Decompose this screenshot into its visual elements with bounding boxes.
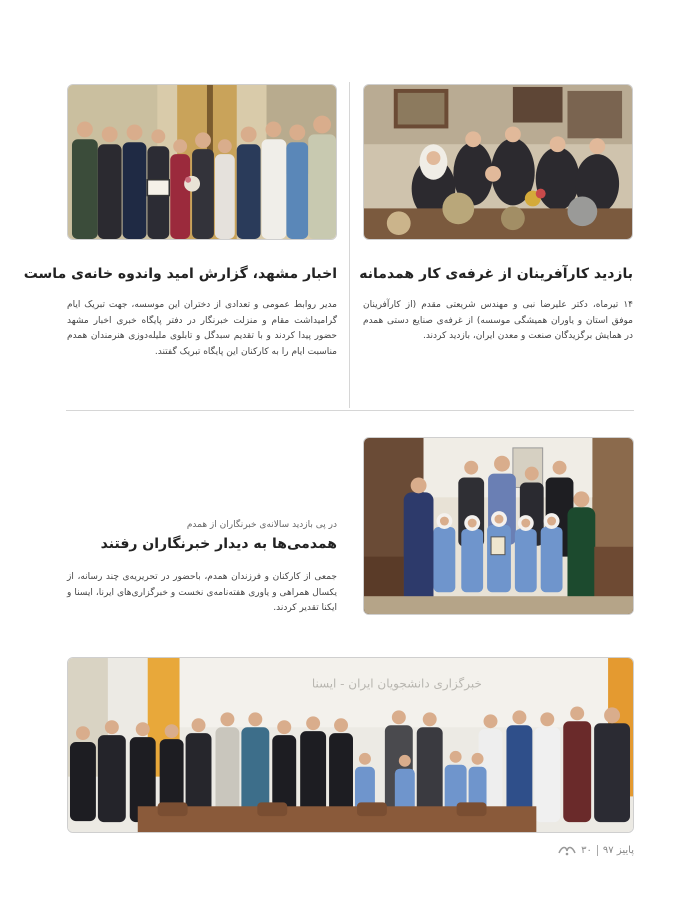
- photo-khabarnegaran-image: [364, 438, 633, 614]
- photo-news-agency-image: [68, 658, 633, 832]
- article-karafarinan-title: بازدید کارآفرینان از غرفه‌ی کار همدمانه: [359, 266, 633, 282]
- photo-news-agency: [67, 657, 634, 833]
- page-footer: [540, 842, 634, 858]
- column-divider: [349, 82, 350, 408]
- article-karafarinan-body: ۱۴ تیرماه، دکتر علیرضا نبی و مهندس شریعتی مقدم (از کارآفرینان موفق استان و یاوران همیشگی موسسه) از غرفه‌ی صنایع دستی همدم در همایش برگزیدگان صنعت و معدن ایران، بازدید کردند.: [363, 300, 633, 341]
- footer-page-number: ۳۰: [581, 844, 592, 856]
- footer-season: پاییز ۹۷: [602, 844, 634, 856]
- photo-khabarnegaran: [363, 437, 634, 615]
- article-mashhad-body: مدیر روابط عمومی و تعدادی از دختران این موسسه، جهت تبریک ایام گرامیداشت مقام و منزلت خبرنگار در دفتر پایگاه خبری اخبار مشهد حضور پیدا کردند و با تقدیم سبدگل و تابلوی ملیله‌دوزی هنرمندان همدم مناسبت ایام را به کارکنان این پایگاه تبریک گفتند.: [67, 300, 337, 357]
- hamdam-logo-icon: [558, 844, 576, 856]
- photo-mashhad: [67, 84, 337, 240]
- section-divider: [66, 410, 634, 411]
- wall-sign-text: خبرگزاری دانشجویان ایران - ایسنا: [311, 676, 482, 691]
- photo-karafarinan: [363, 84, 633, 240]
- photo-mashhad-image: [68, 85, 336, 239]
- article-khabarnegaran-title: همدمی‌ها به دیدار خبرنگاران رفتند: [100, 536, 337, 552]
- article-khabarnegaran-body: جمعی از کارکنان و فرزندان همدم، باحضور در تحریریه‌ی چند رسانه، از یکسال همراهی و یاوری هفته‌نامه‌ی نخست و خبرگزاری‌های ایرنا، ایسنا و ایکنا تقدیر کردند.: [67, 572, 337, 613]
- article-khabarnegaran-kicker: در پی بازدید سالانه‌ی خبرنگاران از همدم: [186, 520, 337, 530]
- article-mashhad-title: اخبار مشهد، گزارش امید واندوه خانه‌ی ماست: [23, 266, 337, 282]
- footer-separator: [597, 845, 598, 856]
- photo-karafarinan-image: [364, 85, 632, 239]
